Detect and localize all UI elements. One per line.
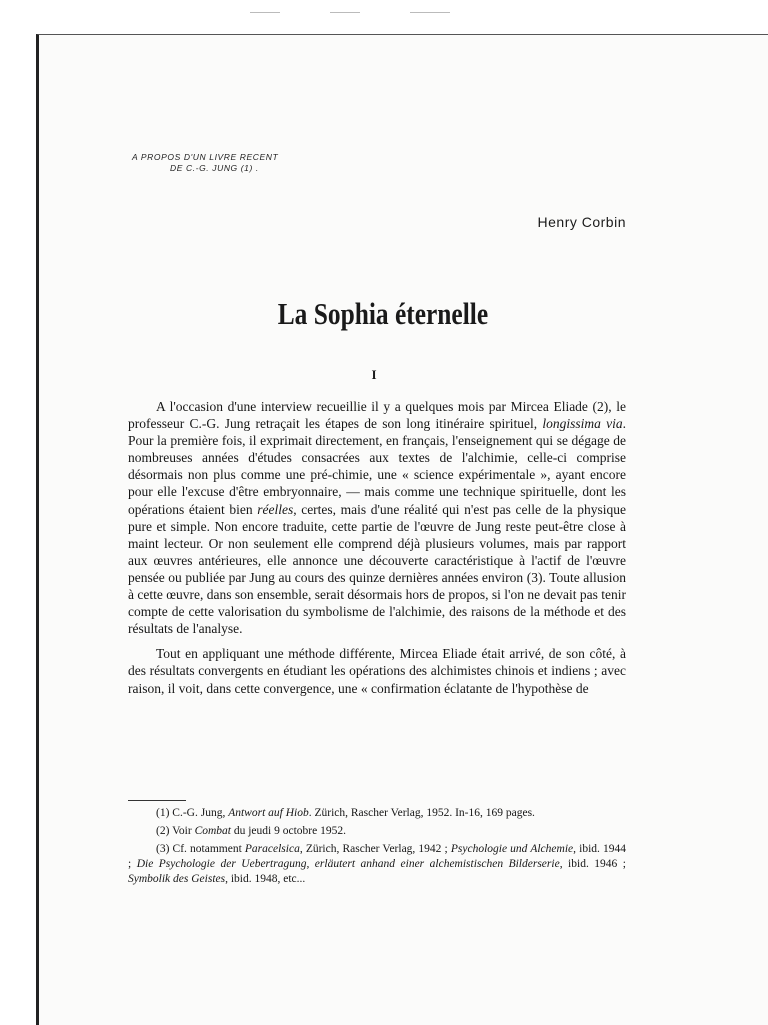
article-kicker bbox=[132, 152, 392, 174]
article-title: La Sophia éternelle bbox=[277, 296, 489, 331]
emphasis-longissima-via: longissima via bbox=[542, 416, 623, 432]
scan-mark bbox=[410, 12, 450, 13]
footnotes bbox=[128, 806, 626, 890]
footnote-3: (3) Cf. notamment Paracelsica, Zürich, Rascher Verlag, 1942 ; Psychologie und Alchemie, ibid. 1944 ; Die Psychologie der Uebertragung, erläutert anhand einer alchemistischen Bilderserie, ibid. 1946 ; Symbolik des Geistes, ibid. 1948, etc... bbox=[128, 843, 627, 885]
author-name: Henry Corbin bbox=[537, 214, 626, 230]
footnote-2: (2) Voir Combat du jeudi 9 octobre 1952. bbox=[156, 825, 346, 837]
kicker-line-2: DE C.-G. JUNG (1) . bbox=[170, 163, 259, 173]
paragraph-2: Tout en appliquant une méthode différente, Mircea Eliade était arrivé, de son côté, à des résultats convergents en étudiant les opérations des alchimistes chinois et indiens ; avec raison, il voit, dans cette convergence, une « confirmation éclatante de l'hypothèse de bbox=[128, 646, 626, 696]
emphasis-reelles: réelles bbox=[257, 501, 294, 517]
footnote-rule bbox=[128, 800, 186, 801]
scan-mark bbox=[250, 12, 280, 13]
kicker-line-1: A PROPOS D'UN LIVRE RECENT bbox=[132, 152, 279, 162]
section-numeral: I bbox=[371, 367, 377, 382]
scan-mark bbox=[330, 12, 360, 13]
article-body bbox=[128, 398, 626, 705]
footnote-1: (1) C.-G. Jung, Antwort auf Hiob. Zürich, Rascher Verlag, 1952. In-16, 169 pages. bbox=[156, 807, 535, 819]
paragraph-1: A l'occasion d'une interview recueillie il y a quelques mois par Mircea Eliade (2), le professeur C.-G. Jung retraçait les étapes de son long itinéraire spirituel, longissima via. Pour la première fois, il exprimait directement, en français, l'enseignement qui se dégage de nombreuses années d'études consacrées aux textes de l'alchimie, celle-ci comprise désormais non plus comme une pré-chimie, une « science expérimentale », ayant encore pour elle l'excuse d'être embryonnaire, — mais comme une technique spirituelle, dont les opérations étaient bien réelles, certes, mais d'une réalité qui n'est pas celle de la physique pure et simple. Non encore traduite, cette partie de l'œuvre de Jung reste peut-être close à maint lecteur. Or non seulement elle comprend déjà plusieurs volumes, mais par rapport aux œuvres antérieures, elle annonce une découverte caractéristique à l'actif de l'œuvre pensée ou publiée par Jung au cours des quinze dernières années environ (3). Toute allusion à cette œuvre, dans son ensemble, serait désormais hors de propos, si l'on ne devait pas tenir compte de cette valorisation du symbolisme de l'alchimie, des raisons de la méthode et des résultats de l'analyse. bbox=[128, 399, 626, 637]
